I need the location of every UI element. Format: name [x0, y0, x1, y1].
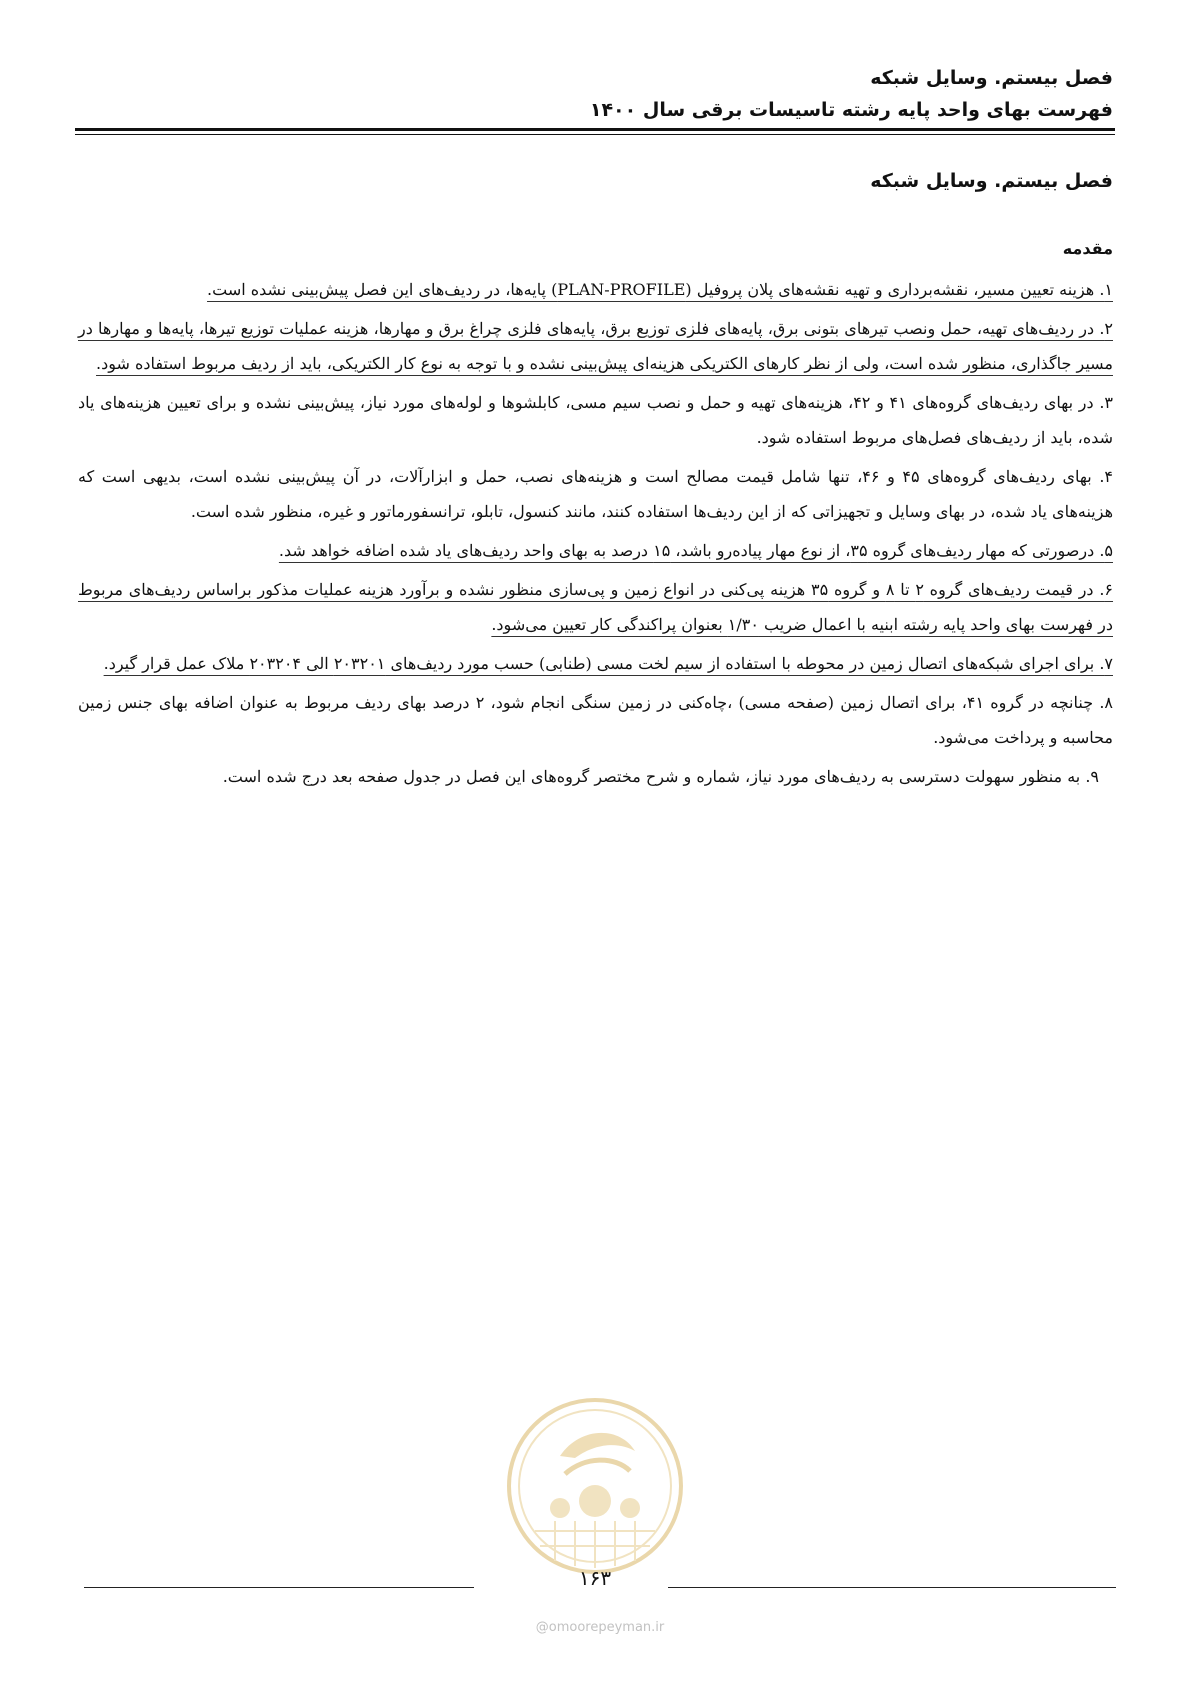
footer-divider-left [84, 1587, 474, 1588]
header-divider-thick [75, 128, 1115, 131]
paragraph-8: ۸. چنانچه در گروه ۴۱، برای اتصال زمین (صفحه مسی) ،چاه‌کنی در زمین سنگی انجام شود، ۲ درصد بهای ردیف مربوط به عنوان اضافه بهای جنس زمین محاسبه و پرداخت می‌شود. [78, 693, 1113, 747]
header-chapter-title: فصل بیستم. وسایل شبکه [870, 67, 1113, 89]
paragraph-3: ۳. در بهای ردیف‌های گروه‌های ۴۱ و ۴۲، هزینه‌های تهیه و حمل و نصب سیم مسی، کابلشوها و لوله‌های مورد نیاز، پیش‌بینی نشده و برای تعیین هزینه‌های یاد شده، باید از ردیف‌های فصل‌های مربوط استفاده شود. [78, 393, 1114, 447]
paragraph-5: ۵. درصورتی که مهار ردیف‌های گروه ۳۵، از نوع مهار پیاده‌رو باشد، ۱۵ درصد به بهای واحد ردیف‌های یاد شده اضافه خواهد شد. [278, 541, 1113, 560]
seal-logo-icon [505, 1396, 685, 1576]
watermark-url: @omoorepeyman.ir [535, 1620, 665, 1635]
paragraph-4: ۴. بهای ردیف‌های گروه‌های ۴۵ و ۴۶، تنها شامل قیمت مصالح است و هزینه‌های نصب، حمل و ابزارآلات، در آن پیش‌بینی نشده است، بدیهی است که هزینه‌های یاد شده، در بهای وسایل و تجهیزاتی که از این ردیف‌ها استفاده کنند، مانند کنسول، تابلو، ترانسفورماتور و غیره، منظور شده است. [78, 467, 1114, 521]
page-number: ۱۶۳ [578, 1566, 612, 1590]
paragraph-6: ۶. در قیمت ردیف‌های گروه ۲ تا ۸ و گروه ۳۵ هزینه پی‌کنی در انواع زمین و پی‌سازی منظور نشده و برآورد هزینه عملیات مذکور براساس ردیف‌های مربوط در فهرست بهای واحد پایه رشته ابنیه با اعمال ضریب ۱/۳۰ بعنوان پراکندگی کار تعیین می‌شود. [78, 580, 1114, 634]
header-divider-thin [75, 134, 1115, 135]
paragraph-7: ۷. برای اجرای شبکه‌های اتصال زمین در محوطه با استفاده از سیم لخت مسی (طنابی) حسب مورد ردیف‌های ۲۰۳۲۰۱ الی ۲۰۳۲۰۴ ملاک عمل قرار گیرد. [103, 654, 1113, 673]
paragraph-1: ۱. هزینه تعیین مسیر، نقشه‌برداری و تهیه نقشه‌های پلان پروفیل (PLAN-PROFILE) پایه‌ها، در ردیف‌های این فصل پیش‌بینی نشده است. [207, 280, 1113, 299]
header-document-title: فهرست بهای واحد پایه رشته تاسیسات برقی سال ۱۴۰۰ [589, 99, 1113, 121]
section-title: مقدمه [1062, 239, 1113, 258]
chapter-title: فصل بیستم. وسایل شبکه [870, 170, 1113, 192]
introduction-body [78, 272, 1113, 798]
paragraph-9: ۹. به منظور سهولت دسترسی به ردیف‌های مورد نیاز، شماره و شرح مختصر گروه‌های این فصل در جدول صفحه بعد درج شده است. [222, 767, 1099, 786]
paragraph-2: ۲. در ردیف‌های تهیه، حمل ونصب تیرهای بتونی برق، پایه‌های فلزی توزیع برق، پایه‌های فلزی چراغ برق و مهارها، هزینه عملیات توزیع تیرها، پایه‌ها و مهارها در مسیر جاگذاری، منظور شده است، ولی از نظر کارهای الکتریکی هزینه‌ای پیش‌بینی نشده و با توجه به نوع کار الکتریکی، باید از ردیف مربوط استفاده شود. [78, 319, 1113, 373]
page-header [78, 62, 1113, 126]
footer-divider-right [668, 1587, 1116, 1588]
